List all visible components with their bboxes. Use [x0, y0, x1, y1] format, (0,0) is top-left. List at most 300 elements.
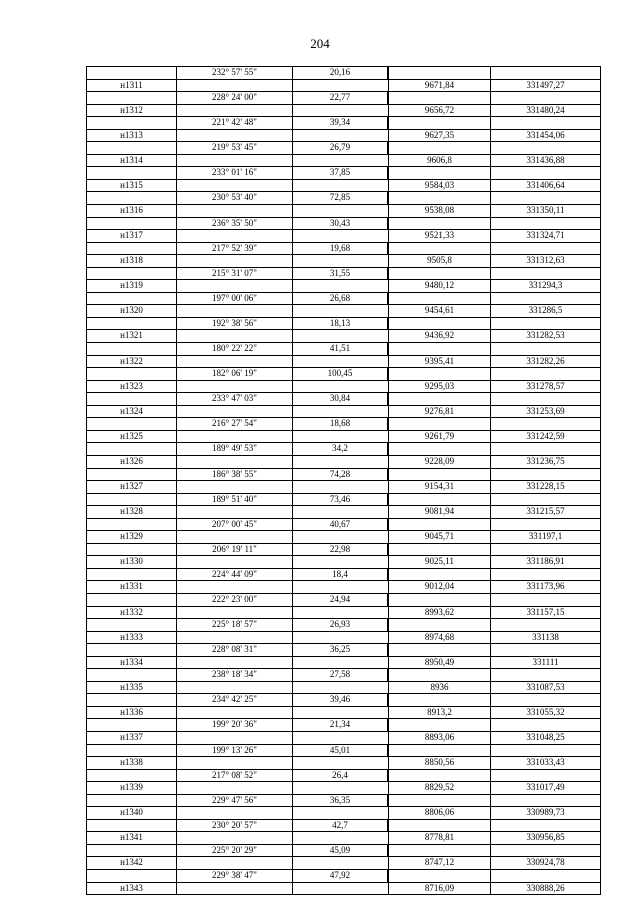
point-id: н1331: [86, 581, 176, 593]
angle-cell: [176, 632, 292, 644]
angle-cell: 206° 19' 11": [176, 544, 292, 556]
angle-cell: [176, 105, 292, 117]
x-coordinate: [388, 770, 490, 782]
distance-cell: 45,01: [292, 745, 388, 757]
y-coordinate: [490, 192, 601, 204]
y-coordinate: 331215,57: [490, 506, 601, 518]
table-row-point: [86, 632, 601, 645]
point-id: н1320: [86, 305, 176, 317]
y-coordinate: [490, 293, 601, 305]
point-id: [86, 469, 176, 481]
table-row-point: [86, 807, 601, 820]
angle-cell: [176, 431, 292, 443]
y-coordinate: [490, 469, 601, 481]
angle-cell: 215° 31' 07": [176, 268, 292, 280]
x-coordinate: 9154,31: [388, 481, 490, 493]
table-row-point: [86, 682, 601, 695]
distance-cell: [292, 757, 388, 769]
distance-cell: 73,46: [292, 494, 388, 506]
angle-cell: [176, 581, 292, 593]
point-id: [86, 393, 176, 405]
x-coordinate: [388, 544, 490, 556]
distance-cell: [292, 305, 388, 317]
y-coordinate: [490, 519, 601, 531]
table-row-segment: [86, 368, 601, 381]
distance-cell: [292, 255, 388, 267]
distance-cell: [292, 581, 388, 593]
table-row-segment: [86, 469, 601, 482]
x-coordinate: 9671,84: [388, 80, 490, 92]
point-id: н1315: [86, 180, 176, 192]
table-row-segment: [86, 117, 601, 130]
table-row-segment: [86, 318, 601, 331]
point-id: [86, 795, 176, 807]
distance-cell: 31,55: [292, 268, 388, 280]
point-id: [86, 343, 176, 355]
point-id: [86, 443, 176, 455]
angle-cell: [176, 255, 292, 267]
point-id: [86, 117, 176, 129]
point-id: н1329: [86, 531, 176, 543]
distance-cell: [292, 883, 388, 895]
point-id: н1318: [86, 255, 176, 267]
point-id: н1313: [86, 130, 176, 142]
point-id: н1335: [86, 682, 176, 694]
x-coordinate: 8829,52: [388, 782, 490, 794]
x-coordinate: 8716,09: [388, 883, 490, 895]
y-coordinate: 331480,24: [490, 105, 601, 117]
y-coordinate: [490, 569, 601, 581]
table-row-point: [86, 481, 601, 494]
y-coordinate: [490, 745, 601, 757]
distance-cell: 19,68: [292, 243, 388, 255]
distance-cell: [292, 682, 388, 694]
point-id: н1326: [86, 456, 176, 468]
distance-cell: 39,46: [292, 694, 388, 706]
y-coordinate: 331017,49: [490, 782, 601, 794]
distance-cell: 18,13: [292, 318, 388, 330]
page-number: 204: [310, 36, 330, 51]
y-coordinate: 330924,78: [490, 857, 601, 869]
y-coordinate: 331324,71: [490, 230, 601, 242]
distance-cell: 41,51: [292, 343, 388, 355]
distance-cell: [292, 556, 388, 568]
table-row-point: [86, 155, 601, 168]
distance-cell: [292, 456, 388, 468]
point-id: н1311: [86, 80, 176, 92]
y-coordinate: 330989,73: [490, 807, 601, 819]
distance-cell: [292, 481, 388, 493]
x-coordinate: [388, 218, 490, 230]
table-row-point: [86, 130, 601, 143]
point-id: н1322: [86, 356, 176, 368]
table-row-segment: [86, 268, 601, 281]
distance-cell: 45,09: [292, 845, 388, 857]
x-coordinate: 9395,41: [388, 356, 490, 368]
y-coordinate: [490, 368, 601, 380]
angle-cell: 182° 06' 19": [176, 368, 292, 380]
point-id: [86, 569, 176, 581]
x-coordinate: 9521,33: [388, 230, 490, 242]
angle-cell: [176, 130, 292, 142]
distance-cell: 20,16: [292, 67, 388, 79]
point-id: н1328: [86, 506, 176, 518]
y-coordinate: 331055,32: [490, 707, 601, 719]
distance-cell: 30,84: [292, 393, 388, 405]
x-coordinate: 8778,81: [388, 832, 490, 844]
table-row-segment: [86, 494, 601, 507]
distance-cell: [292, 155, 388, 167]
angle-cell: [176, 883, 292, 895]
y-coordinate: [490, 142, 601, 154]
distance-cell: 37,85: [292, 167, 388, 179]
table-row-point: [86, 280, 601, 293]
angle-cell: 234° 42' 25": [176, 694, 292, 706]
table-row-point: [86, 80, 601, 93]
distance-cell: [292, 506, 388, 518]
angle-cell: [176, 657, 292, 669]
table-row-point: [86, 782, 601, 795]
x-coordinate: 9454,61: [388, 305, 490, 317]
x-coordinate: 9505,8: [388, 255, 490, 267]
x-coordinate: [388, 644, 490, 656]
table-row-point: [86, 431, 601, 444]
x-coordinate: 9627,35: [388, 130, 490, 142]
point-id: н1336: [86, 707, 176, 719]
point-id: [86, 368, 176, 380]
angle-cell: 224° 44' 09": [176, 569, 292, 581]
y-coordinate: 331436,88: [490, 155, 601, 167]
point-id: н1341: [86, 832, 176, 844]
y-coordinate: [490, 719, 601, 731]
angle-cell: [176, 205, 292, 217]
table-row-point: [86, 506, 601, 519]
distance-cell: [292, 807, 388, 819]
table-row-point: [86, 305, 601, 318]
table-row-point: [86, 255, 601, 268]
y-coordinate: 331312,63: [490, 255, 601, 267]
x-coordinate: 8950,49: [388, 657, 490, 669]
distance-cell: [292, 431, 388, 443]
table-row-point: [86, 883, 601, 896]
table-row-segment: [86, 820, 601, 833]
distance-cell: 40,67: [292, 519, 388, 531]
y-coordinate: [490, 770, 601, 782]
angle-cell: 219° 53' 45": [176, 142, 292, 154]
point-id: [86, 745, 176, 757]
y-coordinate: 331454,06: [490, 130, 601, 142]
table-row-segment: [86, 167, 601, 180]
table-row-point: [86, 456, 601, 469]
angle-cell: 180° 22' 22": [176, 343, 292, 355]
table-row-point: [86, 657, 601, 670]
y-coordinate: [490, 418, 601, 430]
x-coordinate: 8806,06: [388, 807, 490, 819]
table-row-segment: [86, 92, 601, 105]
distance-cell: 36,35: [292, 795, 388, 807]
x-coordinate: [388, 67, 490, 79]
table-row-segment: [86, 293, 601, 306]
angle-cell: 225° 20' 29": [176, 845, 292, 857]
point-id: н1327: [86, 481, 176, 493]
distance-cell: [292, 707, 388, 719]
y-coordinate: [490, 67, 601, 79]
y-coordinate: 331497,27: [490, 80, 601, 92]
x-coordinate: 9436,92: [388, 330, 490, 342]
y-coordinate: [490, 594, 601, 606]
angle-cell: 192° 38' 56": [176, 318, 292, 330]
y-coordinate: 331253,69: [490, 406, 601, 418]
y-coordinate: 331048,25: [490, 732, 601, 744]
point-id: н1317: [86, 230, 176, 242]
distance-cell: [292, 280, 388, 292]
point-id: [86, 544, 176, 556]
x-coordinate: 9228,09: [388, 456, 490, 468]
angle-cell: [176, 506, 292, 518]
distance-cell: [292, 531, 388, 543]
table-row-segment: [86, 745, 601, 758]
angle-cell: 225° 18' 57": [176, 619, 292, 631]
angle-cell: [176, 481, 292, 493]
table-row-point: [86, 832, 601, 845]
point-id: [86, 218, 176, 230]
table-row-point: [86, 406, 601, 419]
point-id: н1314: [86, 155, 176, 167]
angle-cell: [176, 230, 292, 242]
y-coordinate: [490, 268, 601, 280]
y-coordinate: 331236,75: [490, 456, 601, 468]
distance-cell: 39,34: [292, 117, 388, 129]
point-id: [86, 669, 176, 681]
y-coordinate: [490, 544, 601, 556]
y-coordinate: [490, 167, 601, 179]
distance-cell: 36,25: [292, 644, 388, 656]
angle-cell: 217° 08' 52": [176, 770, 292, 782]
y-coordinate: [490, 845, 601, 857]
angle-cell: [176, 406, 292, 418]
distance-cell: [292, 80, 388, 92]
point-id: н1337: [86, 732, 176, 744]
x-coordinate: 9584,03: [388, 180, 490, 192]
point-id: [86, 519, 176, 531]
angle-cell: [176, 280, 292, 292]
point-id: [86, 594, 176, 606]
distance-cell: [292, 406, 388, 418]
x-coordinate: 8893,06: [388, 732, 490, 744]
x-coordinate: [388, 845, 490, 857]
y-coordinate: 331186,91: [490, 556, 601, 568]
y-coordinate: 331278,57: [490, 381, 601, 393]
angle-cell: [176, 330, 292, 342]
angle-cell: [176, 682, 292, 694]
angle-cell: 199° 20' 36": [176, 719, 292, 731]
point-id: [86, 845, 176, 857]
x-coordinate: [388, 619, 490, 631]
y-coordinate: [490, 92, 601, 104]
table-row-segment: [86, 519, 601, 532]
table-row-segment: [86, 544, 601, 557]
point-id: н1321: [86, 330, 176, 342]
x-coordinate: [388, 694, 490, 706]
point-id: н1342: [86, 857, 176, 869]
distance-cell: 27,58: [292, 669, 388, 681]
distance-cell: 30,43: [292, 218, 388, 230]
y-coordinate: [490, 343, 601, 355]
point-id: [86, 719, 176, 731]
point-id: [86, 870, 176, 882]
point-id: н1316: [86, 205, 176, 217]
table-row-point: [86, 180, 601, 193]
distance-cell: 26,68: [292, 293, 388, 305]
point-id: [86, 167, 176, 179]
angle-cell: [176, 757, 292, 769]
angle-cell: [176, 707, 292, 719]
angle-cell: 232° 57' 55": [176, 67, 292, 79]
x-coordinate: 9261,79: [388, 431, 490, 443]
distance-cell: [292, 632, 388, 644]
table-row-segment: [86, 770, 601, 783]
angle-cell: [176, 732, 292, 744]
table-row-segment: [86, 845, 601, 858]
distance-cell: 26,4: [292, 770, 388, 782]
distance-cell: [292, 857, 388, 869]
point-id: [86, 770, 176, 782]
angle-cell: 186° 38' 55": [176, 469, 292, 481]
x-coordinate: 8913,2: [388, 707, 490, 719]
distance-cell: [292, 381, 388, 393]
table-row-point: [86, 707, 601, 720]
angle-cell: [176, 807, 292, 819]
point-id: н1340: [86, 807, 176, 819]
y-coordinate: 331138: [490, 632, 601, 644]
angle-cell: [176, 80, 292, 92]
angle-cell: 221° 42' 48": [176, 117, 292, 129]
angle-cell: [176, 556, 292, 568]
x-coordinate: [388, 870, 490, 882]
table-row-point: [86, 732, 601, 745]
point-id: н1312: [86, 105, 176, 117]
x-coordinate: 9538,08: [388, 205, 490, 217]
point-id: [86, 820, 176, 832]
y-coordinate: 331350,11: [490, 205, 601, 217]
x-coordinate: [388, 795, 490, 807]
x-coordinate: [388, 268, 490, 280]
y-coordinate: [490, 318, 601, 330]
point-id: н1333: [86, 632, 176, 644]
y-coordinate: 331033,43: [490, 757, 601, 769]
angle-cell: 233° 47' 03": [176, 393, 292, 405]
point-id: [86, 644, 176, 656]
distance-cell: [292, 205, 388, 217]
angle-cell: 228° 24' 00": [176, 92, 292, 104]
point-id: н1338: [86, 757, 176, 769]
table-row-segment: [86, 569, 601, 582]
x-coordinate: [388, 594, 490, 606]
table-row-point: [86, 581, 601, 594]
y-coordinate: [490, 644, 601, 656]
x-coordinate: 9276,81: [388, 406, 490, 418]
table-row-point: [86, 356, 601, 369]
y-coordinate: [490, 669, 601, 681]
x-coordinate: [388, 318, 490, 330]
distance-cell: 74,28: [292, 469, 388, 481]
angle-cell: [176, 832, 292, 844]
x-coordinate: [388, 393, 490, 405]
distance-cell: [292, 330, 388, 342]
x-coordinate: [388, 117, 490, 129]
x-coordinate: [388, 368, 490, 380]
y-coordinate: [490, 117, 601, 129]
y-coordinate: [490, 619, 601, 631]
y-coordinate: 331286,5: [490, 305, 601, 317]
angle-cell: [176, 857, 292, 869]
y-coordinate: 331282,26: [490, 356, 601, 368]
table-row-segment: [86, 594, 601, 607]
y-coordinate: 331242,59: [490, 431, 601, 443]
x-coordinate: [388, 469, 490, 481]
angle-cell: 216° 27' 54": [176, 418, 292, 430]
x-coordinate: 9656,72: [388, 105, 490, 117]
table-row-point: [86, 857, 601, 870]
point-id: [86, 243, 176, 255]
table-row-segment: [86, 343, 601, 356]
x-coordinate: [388, 243, 490, 255]
table-row-segment: [86, 243, 601, 256]
angle-cell: [176, 531, 292, 543]
table-row-segment: [86, 644, 601, 657]
distance-cell: [292, 607, 388, 619]
table-row-segment: [86, 418, 601, 431]
y-coordinate: 331228,15: [490, 481, 601, 493]
point-id: н1324: [86, 406, 176, 418]
x-coordinate: 9295,03: [388, 381, 490, 393]
y-coordinate: [490, 494, 601, 506]
y-coordinate: 330956,85: [490, 832, 601, 844]
angle-cell: 189° 51' 40": [176, 494, 292, 506]
angle-cell: [176, 155, 292, 167]
distance-cell: 21,34: [292, 719, 388, 731]
y-coordinate: 331087,53: [490, 682, 601, 694]
table-row-point: [86, 330, 601, 343]
distance-cell: [292, 657, 388, 669]
x-coordinate: 8850,56: [388, 757, 490, 769]
table-row-segment: [86, 218, 601, 231]
y-coordinate: 331282,53: [490, 330, 601, 342]
x-coordinate: 9606,8: [388, 155, 490, 167]
distance-cell: 22,98: [292, 544, 388, 556]
y-coordinate: 331157,15: [490, 607, 601, 619]
x-coordinate: [388, 820, 490, 832]
table-row-segment: [86, 795, 601, 808]
point-id: [86, 192, 176, 204]
table-row-segment: [86, 719, 601, 732]
x-coordinate: 8974,68: [388, 632, 490, 644]
angle-cell: 230° 20' 57": [176, 820, 292, 832]
table-row-segment: [86, 393, 601, 406]
angle-cell: 189° 49' 53": [176, 443, 292, 455]
x-coordinate: [388, 293, 490, 305]
x-coordinate: [388, 494, 490, 506]
x-coordinate: 9012,04: [388, 581, 490, 593]
distance-cell: 47,92: [292, 870, 388, 882]
angle-cell: 229° 47' 56": [176, 795, 292, 807]
y-coordinate: [490, 820, 601, 832]
x-coordinate: 8936: [388, 682, 490, 694]
table-row-point: [86, 556, 601, 569]
point-id: [86, 694, 176, 706]
angle-cell: [176, 456, 292, 468]
table-row-point: [86, 757, 601, 770]
